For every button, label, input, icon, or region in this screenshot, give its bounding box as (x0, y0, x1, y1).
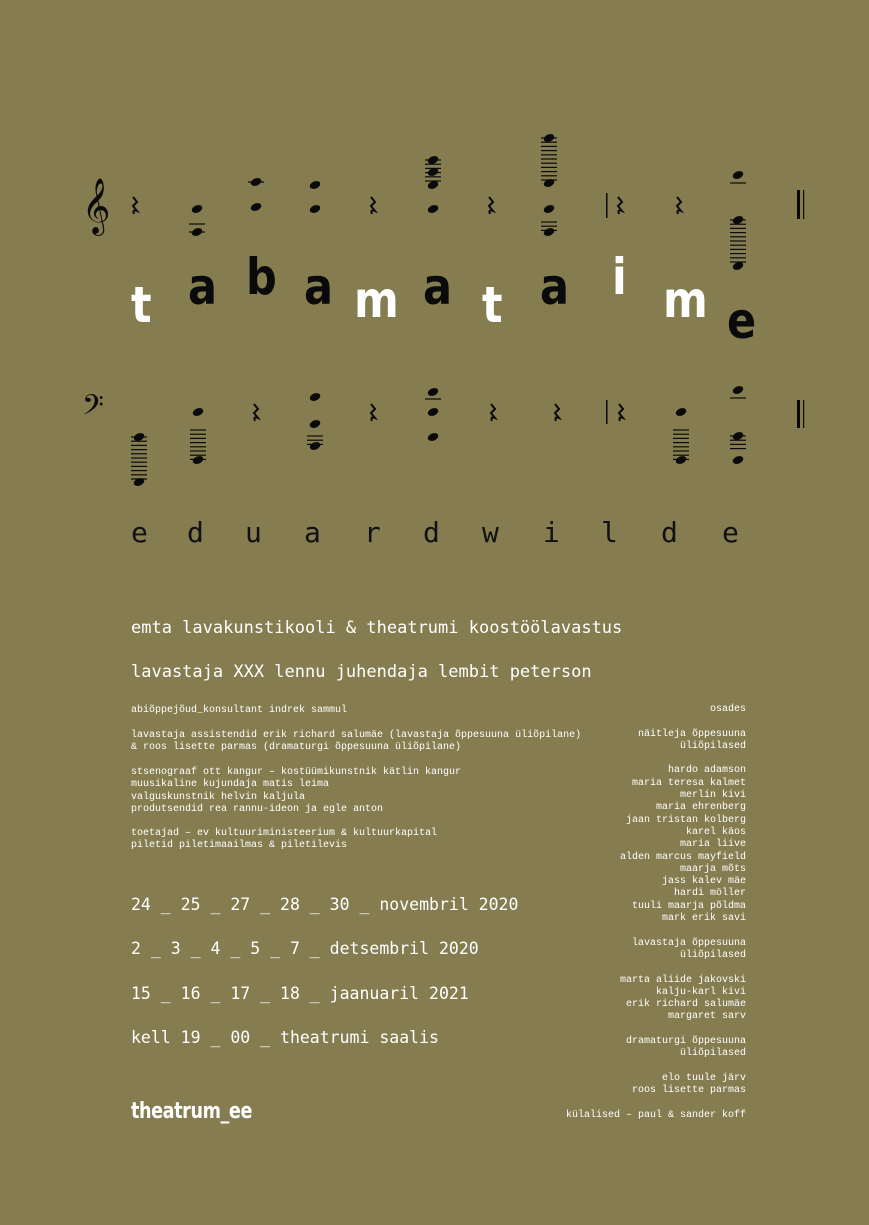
cast-member: hardi möller (673, 888, 746, 900)
cast-member: maria teresa kalmet (631, 777, 746, 789)
title-letter: t (482, 276, 503, 334)
cast-group-title: dramaturgi õppesuuna (625, 1036, 746, 1048)
cast-group-title: lavastaja õppesuuna (631, 937, 746, 949)
cast-member: mark erik savi (661, 913, 746, 925)
note-head-icon (427, 407, 440, 418)
theatrum-logo[interactable]: theatrum_ee (131, 1099, 252, 1124)
cast-member: roos lisette parmas (631, 1085, 746, 1097)
credits-support (131, 828, 437, 853)
show-time: kell 19 _ 00 _ theatrumi saalis (131, 1028, 439, 1047)
quarter-rest-icon (371, 197, 375, 214)
barline-icon (797, 400, 800, 428)
music-notation (0, 0, 869, 500)
title-letter: m (663, 271, 708, 329)
note-head-icon (192, 407, 205, 418)
barline-icon (797, 190, 800, 219)
cast-member: maria liive (679, 839, 746, 851)
note-head-icon (427, 204, 440, 215)
author-name (0, 515, 869, 551)
cast-member: alden marcus mayfield (619, 851, 746, 863)
cast-member: kalju-karl kivi (655, 986, 746, 998)
subtitle: emta lavakunstikooli & theatrumi koostöölavastus (131, 618, 623, 638)
credits-line: muusikaline kujundaja matis leima (131, 779, 330, 791)
quarter-rest-icon (371, 404, 375, 421)
credits-design (131, 767, 461, 816)
cast-member: marta aliide jakovski (619, 974, 746, 986)
note-head-icon (309, 392, 322, 403)
note-head-icon (543, 227, 556, 238)
cast-member: margaret sarv (667, 1011, 746, 1023)
note-head-icon (732, 385, 745, 396)
credits-line: piletid piletimaailmas & piletilevis (131, 840, 348, 852)
quarter-rest-icon (133, 197, 137, 214)
barline-icon (803, 190, 804, 219)
cast-member: maarja mõts (679, 863, 746, 875)
quarter-rest-icon (677, 197, 681, 214)
credits-consultant: abiõppejõud_konsultant indrek sammul (131, 705, 348, 716)
author-letter: i (543, 516, 560, 549)
note-head-icon (543, 178, 556, 189)
note-head-icon (133, 477, 146, 488)
author-letter: d (187, 516, 204, 549)
cast-member: merlin kivi (679, 790, 746, 802)
title-letter: b (246, 248, 277, 306)
cast-list (520, 704, 746, 1122)
credits-line: produtsendid rea rannu-ideon ja egle anton (131, 803, 384, 815)
credits-line: lavastaja assistendid erik richard salumäe (lavastaja õppesuuna üliõpilane) (131, 730, 582, 741)
dates-december: 2 _ 3 _ 4 _ 5 _ 7 _ detsembril 2020 (131, 939, 479, 958)
note-head-icon (543, 204, 556, 215)
author-letter: l (601, 516, 618, 549)
cast-group-title: üliõpilased (679, 740, 746, 752)
note-head-icon (191, 204, 204, 215)
title-letter: m (354, 271, 399, 329)
note-head-icon (309, 180, 322, 191)
title-letter: a (304, 258, 334, 316)
cast-member: jaan tristan kolberg (625, 814, 746, 826)
cast-member: erik richard salumäe (625, 999, 746, 1011)
cast-group-title: üliõpilased (679, 949, 746, 961)
credits-line: & roos lisette parmas (dramaturgi õppesuuna üliõpilane) (131, 742, 462, 754)
credits-assistants (131, 730, 581, 755)
author-letter: e (131, 516, 148, 549)
author-letter: d (423, 516, 440, 549)
cast-member: jass kalev mäe (661, 876, 746, 888)
title-letter: a (540, 258, 570, 316)
quarter-rest-icon (254, 404, 258, 421)
author-letter: d (661, 516, 678, 549)
note-head-icon (309, 204, 322, 215)
author-letter: r (364, 516, 381, 549)
quarter-rest-icon (619, 404, 623, 421)
dates-november: 24 _ 25 _ 27 _ 28 _ 30 _ novembril 2020 (131, 895, 519, 914)
quarter-rest-icon (489, 197, 493, 214)
title-letter: a (188, 258, 218, 316)
quarter-rest-icon (555, 404, 559, 421)
note-head-icon (675, 407, 688, 418)
cast-member: tuuli maarja põldma (631, 900, 746, 912)
author-letter: w (482, 516, 499, 549)
note-head-icon (427, 387, 440, 398)
cast-member: elo tuule järv (661, 1072, 746, 1084)
note-head-icon (732, 170, 745, 181)
note-head-icon (309, 441, 322, 452)
cast-member: karel käos (685, 826, 746, 838)
barline-icon (606, 400, 608, 424)
barline-icon (803, 400, 804, 428)
title-letter: e (727, 292, 757, 350)
treble-clef-icon: 𝄞 (82, 178, 111, 234)
bass-clef-icon: 𝄢 (82, 389, 104, 429)
director-line: lavastaja XXX lennu juhendaja lembit peterson (131, 662, 592, 682)
credits-line: valguskunstnik helvin kaljula (131, 791, 306, 803)
cast-group-title: üliõpilased (679, 1048, 746, 1060)
note-head-icon (427, 432, 440, 443)
note-head-icon (732, 455, 745, 466)
credits-line: stsenograaf ott kangur – kostüümikunstnik kätlin kangur (131, 767, 462, 778)
quarter-rest-icon (618, 197, 622, 214)
cast-member: hardo adamson (667, 765, 746, 777)
barline-icon (606, 193, 608, 218)
cast-member: maria ehrenberg (655, 802, 746, 814)
credits-line: toetajad – ev kultuuriministeerium & kultuurkapital (131, 828, 438, 839)
cast-header: osades (709, 704, 746, 715)
note-head-icon (309, 419, 322, 430)
quarter-rest-icon (491, 404, 495, 421)
author-letter: a (304, 516, 321, 549)
cast-guests: külalised – paul & sander koff (565, 1109, 746, 1121)
dates-january: 15 _ 16 _ 17 _ 18 _ jaanuaril 2021 (131, 984, 469, 1003)
author-letter: u (245, 516, 262, 549)
note-head-icon (250, 202, 263, 213)
title-letter: i (612, 248, 627, 306)
author-letter: e (722, 516, 739, 549)
title-letter: a (423, 258, 453, 316)
title-letter: t (131, 276, 152, 334)
cast-group-title: näitleja õppesuuna (637, 728, 746, 740)
